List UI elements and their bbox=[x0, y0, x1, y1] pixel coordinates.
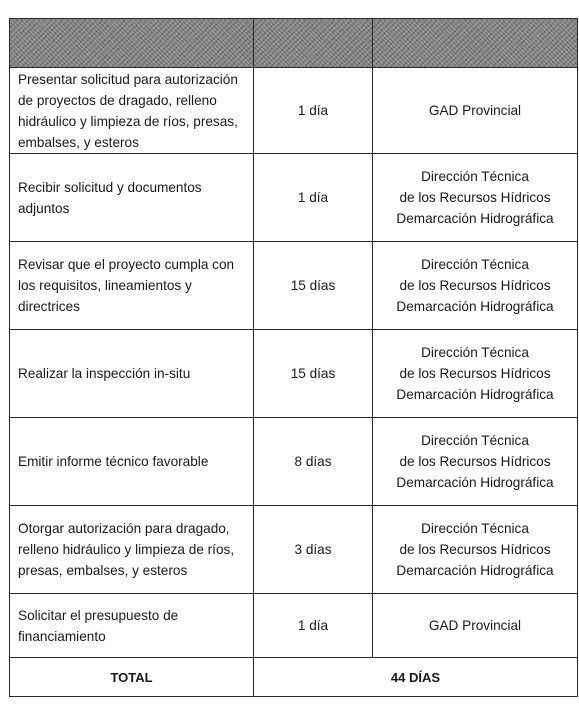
time-cell: 15 días bbox=[254, 330, 373, 418]
responsible-line: Demarcación Hidrográfica bbox=[396, 211, 554, 226]
responsible-cell bbox=[373, 418, 578, 506]
responsible-line: de los Recursos Hídricos bbox=[399, 366, 551, 381]
time-cell: 1 día bbox=[254, 68, 373, 154]
responsible-line: de los Recursos Hídricos bbox=[399, 454, 551, 469]
activity-cell: Realizar la inspección in-situ bbox=[10, 330, 254, 418]
activity-cell: Presentar solicitud para autorización de proyectos de dragado, relleno hidráulico y limpieza de ríos, presas, embalses, y esteros bbox=[10, 68, 254, 154]
table-row bbox=[10, 594, 578, 658]
table-row bbox=[10, 242, 578, 330]
table-row bbox=[10, 330, 578, 418]
time-cell: 3 días bbox=[254, 506, 373, 594]
responsible-line: GAD Provincial bbox=[428, 618, 522, 633]
time-cell: 15 días bbox=[254, 242, 373, 330]
responsible-cell bbox=[373, 154, 578, 242]
activity-cell: Solicitar el presupuesto de financiamiento bbox=[10, 594, 254, 658]
table-header bbox=[10, 19, 578, 68]
header-activity bbox=[10, 19, 254, 68]
time-cell: 1 día bbox=[254, 594, 373, 658]
header-time bbox=[254, 19, 373, 68]
total-row bbox=[10, 658, 578, 697]
table-row bbox=[10, 506, 578, 594]
responsible-line: Demarcación Hidrográfica bbox=[396, 563, 554, 578]
responsible-cell bbox=[373, 506, 578, 594]
header-row bbox=[10, 19, 578, 68]
responsible-line: Dirección Técnica bbox=[421, 521, 529, 536]
responsible-cell bbox=[373, 68, 578, 154]
time-cell: 1 día bbox=[254, 154, 373, 242]
table-row bbox=[10, 418, 578, 506]
total-label: TOTAL bbox=[10, 658, 254, 697]
responsible-cell bbox=[373, 242, 578, 330]
total-value: 44 DÍAS bbox=[254, 658, 578, 697]
responsible-line: de los Recursos Hídricos bbox=[399, 542, 551, 557]
responsible-line: de los Recursos Hídricos bbox=[399, 190, 551, 205]
activity-cell: Recibir solicitud y documentos adjuntos bbox=[10, 154, 254, 242]
procedure-table bbox=[9, 18, 578, 697]
responsible-line: Dirección Técnica bbox=[421, 433, 529, 448]
responsible-line: Demarcación Hidrográfica bbox=[396, 387, 554, 402]
activity-cell: Otorgar autorización para dragado, relleno hidráulico y limpieza de ríos, presas, embalses, y esteros bbox=[10, 506, 254, 594]
responsible-line: Dirección Técnica bbox=[421, 257, 529, 272]
activity-cell: Revisar que el proyecto cumpla con los requisitos, lineamientos y directrices bbox=[10, 242, 254, 330]
responsible-line: GAD Provincial bbox=[428, 103, 522, 118]
table-row bbox=[10, 68, 578, 154]
header-responsible bbox=[373, 19, 578, 68]
responsible-line: Dirección Técnica bbox=[421, 169, 529, 184]
table-body bbox=[10, 68, 578, 697]
responsible-line: Demarcación Hidrográfica bbox=[396, 475, 554, 490]
responsible-line: Demarcación Hidrográfica bbox=[396, 299, 554, 314]
time-cell: 8 días bbox=[254, 418, 373, 506]
responsible-line: Dirección Técnica bbox=[421, 345, 529, 360]
responsible-line: de los Recursos Hídricos bbox=[399, 278, 551, 293]
responsible-cell bbox=[373, 330, 578, 418]
activity-cell: Emitir informe técnico favorable bbox=[10, 418, 254, 506]
table-row bbox=[10, 154, 578, 242]
responsible-cell bbox=[373, 594, 578, 658]
